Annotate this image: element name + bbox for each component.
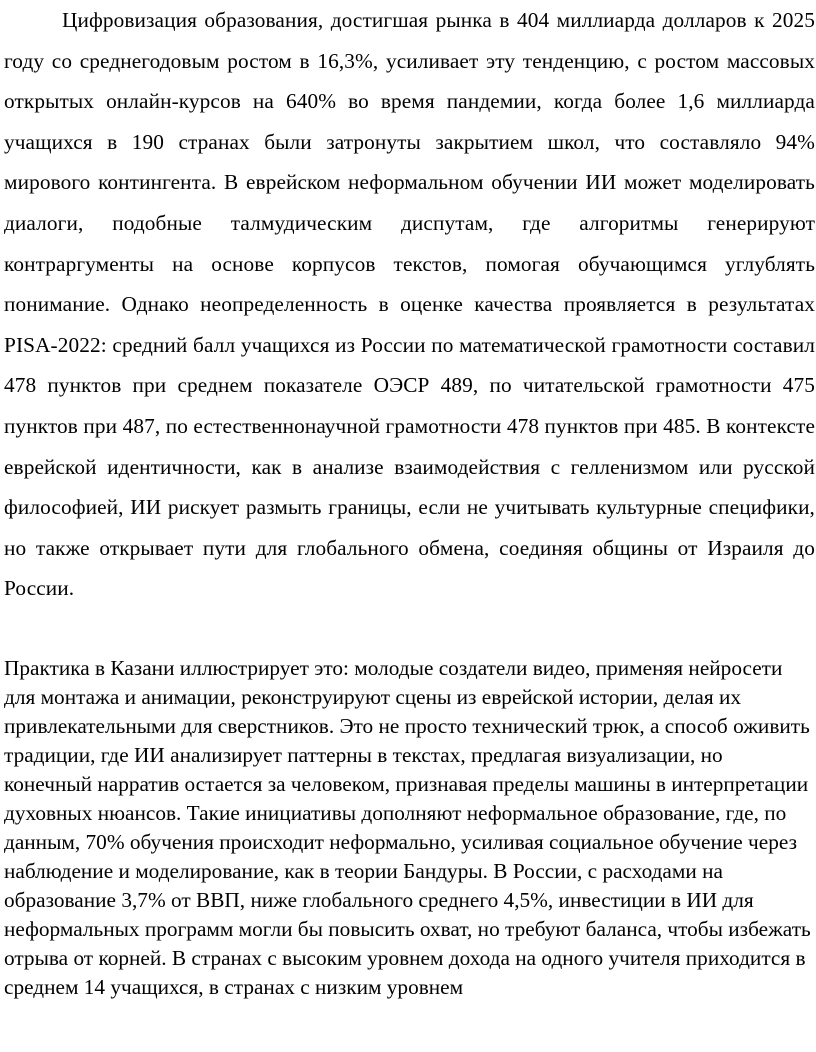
paragraph-kazan-practice: Практика в Казани иллюстрирует это: молодые создатели видео, применяя нейросети для монтажа и анимации, реконструируют сцены из еврейской истории, делая их привлекательными для сверстников. Это не просто технический трюк, а способ оживить традиции, где ИИ анализирует паттерны в текстах, предлагая визуализации, но конечный нарратив остается за человеком, признавая пределы машины в интерпретации духовных нюансов. Такие инициативы дополняют неформальное образование, где, по данным, 70% обучения происходит неформально, усиливая социальное обучение через наблюдение и моделирование, как в теории Бандуры. В России, с расходами на образование 3,7% от ВВП, ниже глобального среднего 4,5%, инвестиции в ИИ для неформальных программ могли бы повысить охват, но требуют баланса, чтобы избежать отрыва от корней. В странах с высоким уровнем дохода на одного учителя приходится в среднем 14 учащихся, в странах с низким уровнем	[4, 656, 811, 999]
paragraph-digitalization: Цифровизация образования, достигшая рынка в 404 миллиарда долларов к 2025 году со среднегодовым ростом в 16,3%, усиливает эту тенденцию, с ростом массовых открытых онлайн-курсов на 640% во время пандемии, когда более 1,6 миллиарда учащихся в 190 странах были затронуты закрытием школ, что составляло 94% мирового контингента. В еврейском неформальном обучении ИИ может моделировать диалоги, подобные талмудическим диспутам, где алгоритмы генерируют контраргументы на основе корпусов текстов, помогая обучающимся углублять понимание. Однако неопределенность в оценке качества проявляется в результатах PISA-2022: средний балл учащихся из России по математической грамотности составил 478 пунктов при среднем показателе ОЭСР 489, по читательской грамотности 475 пунктов при 487, по естественнонаучной грамотности 478 пунктов при 485. В контексте еврейской идентичности, как в анализе взаимодействия с гелленизмом или русской философией, ИИ рискует размыть границы, если не учитывать культурные специфики, но также открывает пути для глобального обмена, соединяя общины от Израиля до России.	[4, 8, 815, 601]
